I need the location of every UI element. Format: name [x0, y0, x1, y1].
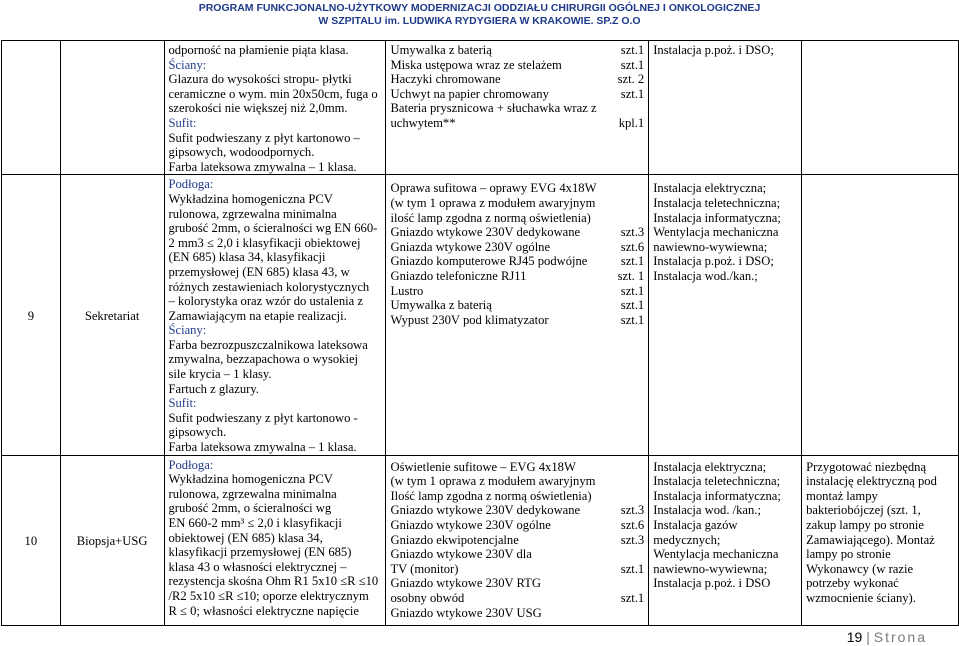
finish-line: R ≤ 0; własności elektryczne napięcie: [168, 603, 359, 618]
room-name: Biopsja+USG: [60, 455, 164, 625]
equipment-name: Wypust 230V pod klimatyzator: [390, 312, 549, 327]
finish-line: przemysłowej (EN 685) klasa 43, w: [168, 264, 350, 279]
text-line: zakup lampy po stronie: [806, 518, 924, 532]
room-number: 9: [2, 175, 61, 455]
finish-line: Fartuch z glazury.: [168, 381, 259, 396]
equipment-quantity: szt.1: [620, 590, 645, 605]
text-line: Wykonawcy (w razie: [806, 561, 914, 576]
rooms-table: [1, 40, 959, 626]
equipment-item: [390, 591, 644, 606]
equipment-name: Oświetlenie sufitowe – EVG 4x18W: [390, 459, 576, 474]
finish-line: /R2 5x10 ≤R ≤10; oporze elektrycznym: [168, 588, 369, 603]
equipment-item: [390, 503, 644, 518]
equipment-quantity: [640, 460, 644, 475]
equipment-item: [390, 225, 644, 240]
finish-line: klasa 43 o własności elektrycznej –: [168, 559, 347, 574]
equipment-name: Oprawa sufitowa – oprawy EVG 4x18W: [390, 181, 597, 196]
finish-line: szerokości nie większej niż 2,0mm.: [168, 101, 348, 116]
finish-line: 2 mm3 ≤ 2,0 i klasyfikacji obiektowej: [168, 235, 361, 250]
equipment-quantity: szt.1: [620, 254, 645, 269]
finish-line: Farba bezrozpuszczalnikowa lateksowa: [168, 337, 368, 352]
cell-equipment: [386, 41, 649, 175]
room-number: 10: [2, 455, 61, 625]
equipment-name: Bateria prysznicowa + słuchawka wraz z: [390, 101, 597, 116]
equipment-name: Miska ustępowa wraz ze stelażem: [390, 57, 562, 72]
finish-line: Wykładzina homogeniczna PCV: [168, 472, 333, 487]
page-footer: [847, 629, 927, 645]
finish-line: Sufit podwieszany z płyt kartonowo –: [168, 130, 360, 145]
finish-line: ceramiczne o wym. min 20x50cm, fuga o: [168, 86, 378, 101]
equipment-name: (w tym 1 oprawa z modułem awaryjnym: [390, 474, 596, 489]
equipment-quantity: szt.6: [620, 239, 645, 254]
equipment-quantity: [640, 547, 644, 562]
section-heading: Podłoga:: [168, 177, 214, 192]
equipment-item: [390, 313, 644, 328]
equipment-quantity: szt.1: [620, 283, 645, 298]
equipment-item: [390, 606, 644, 621]
finish-line: odporność na płamienie piąta klasa.: [168, 43, 349, 57]
text-line: Instalacja wod. /kan.;: [653, 503, 761, 518]
equipment-name: (w tym 1 oprawa z modułem awaryjnym: [390, 195, 596, 210]
equipment-quantity: [640, 576, 644, 591]
equipment-name: Gniazdo telefoniczne RJ11: [390, 268, 527, 283]
equipment-quantity: szt.1: [620, 298, 645, 313]
finish-line: Zamawiającym na etapie realizacji.: [168, 308, 347, 323]
text-line: lampy po stronie: [806, 547, 891, 562]
equipment-name: Gniazdo wtykowe 230V dla: [390, 547, 532, 562]
text-line: Instalacja elektryczna;: [653, 459, 767, 474]
finish-line: gipsowych, wodoodpornych.: [168, 145, 315, 160]
finish-line: Farba lateksowa zmywalna – 1 klasa.: [168, 159, 357, 174]
equipment-item: [390, 72, 644, 87]
text-line: medycznych;: [653, 532, 721, 547]
section-heading: Sufit:: [168, 115, 197, 130]
finish-line: Farba lateksowa zmywalna – 1 klasa.: [168, 440, 357, 455]
text-line: Wentylacja mechaniczna: [653, 547, 779, 562]
text-line: Instalacja elektryczna;: [653, 181, 767, 196]
room-name: Sekretariat: [60, 175, 164, 455]
page-number: 19: [846, 629, 863, 645]
equipment-item: [390, 58, 644, 73]
equipment-item: [390, 196, 644, 211]
equipment-quantity: szt.1: [620, 561, 645, 576]
finish-line: – kolorystyka oraz wzór do ustalenia z: [168, 294, 363, 309]
equipment-quantity: szt.1: [620, 43, 645, 57]
equipment-item: [390, 518, 644, 533]
equipment-item: [390, 240, 644, 255]
text-line: Instalacja p.poż. i DSO;: [653, 254, 774, 269]
cell-num: [2, 41, 61, 175]
text-line: wzmocnienie ściany).: [806, 590, 916, 605]
finish-line: rulonowa, zgrzewalna minimalna: [168, 206, 337, 221]
equipment-quantity: [640, 474, 644, 489]
finish-line: rezystencja skośna Ohm R1 5x10 ≤R ≤10: [168, 574, 379, 589]
equipment-item: [390, 101, 644, 116]
equipment-name: Lustro: [390, 283, 424, 298]
cell-notes: [802, 41, 959, 175]
equipment-name: Gniazdo komputerowe RJ45 podwójne: [390, 254, 588, 269]
finish-line: EN 660-2 mm³ ≤ 2,0 i klasyfikacji: [168, 516, 342, 530]
equipment-quantity: szt.1: [620, 312, 645, 327]
equipment-quantity: [640, 211, 644, 226]
text-line: Instalacja p.poż. i DSO: [653, 576, 771, 591]
equipment-item: [390, 116, 644, 131]
equipment-quantity: [640, 489, 644, 504]
equipment-item: [390, 87, 644, 102]
equipment-name: Umywalka z baterią: [390, 298, 492, 313]
equipment-item: [390, 211, 644, 226]
section-heading: Ściany:: [168, 323, 207, 338]
equipment-item: [390, 489, 644, 504]
document-header: [0, 0, 959, 28]
section-heading: Sufit:: [168, 396, 197, 411]
text-line: Wentylacja mechaniczna: [653, 225, 779, 240]
equipment-quantity: [640, 101, 644, 116]
finish-line: sile krycia – 1 klasy.: [168, 367, 272, 382]
page-label: Strona: [873, 629, 927, 645]
finish-line: różnych zestawieniach kolorystycznych: [168, 279, 370, 294]
equipment-item: [390, 576, 644, 591]
finish-line: obiektowej (EN 685) klasa 34,: [168, 530, 323, 545]
cell-equipment: [386, 175, 649, 455]
equipment-quantity: szt. 1: [617, 268, 645, 283]
table-row-10: [2, 455, 959, 625]
text-line: potrzeby wykonać: [806, 576, 899, 591]
equipment-quantity: szt.3: [620, 225, 645, 240]
equipment-name: Uchwyt na papier chromowany: [390, 86, 549, 101]
section-heading: Podłoga:: [168, 457, 214, 472]
equipment-item: [390, 562, 644, 577]
text-line: Instalacja p.poż. i DSO;: [653, 43, 774, 57]
equipment-name: TV (monitor): [390, 561, 459, 576]
equipment-name: Gniazda wtykowe 230V ogólne: [390, 239, 551, 254]
equipment-name: ilość lamp zgodna z normą oświetlenia): [390, 210, 591, 225]
equipment-quantity: szt.1: [620, 86, 645, 101]
equipment-item: [390, 43, 644, 58]
finish-line: grubość 2mm, o ścieralności wg: [168, 501, 332, 516]
finish-line: Glazura do wysokości stropu- płytki: [168, 72, 352, 87]
text-line: Instalacja informatyczna;: [653, 210, 781, 225]
cell-notes: [802, 175, 959, 455]
finish-line: rulonowa, zgrzewalna minimalna: [168, 486, 337, 501]
finish-line: Sufit podwieszany z płyt kartonowo -: [168, 410, 358, 425]
finish-line: Wykładzina homogeniczna PCV: [168, 191, 333, 206]
text-line: Instalacja teletechniczna;: [653, 474, 781, 489]
text-line: Instalacja gazów: [653, 518, 738, 532]
cell-room: [60, 41, 164, 175]
equipment-name: Ilość lamp zgodna z normą oświetlenia): [390, 488, 592, 503]
equipment-name: Gniazdo wtykowe 230V dedykowane: [390, 225, 581, 240]
equipment-quantity: [640, 196, 644, 211]
equipment-item: [390, 284, 644, 299]
text-line: Przygotować niezbędną: [806, 459, 927, 474]
text-line: Zamawiającego). Montaż: [806, 532, 935, 547]
equipment-quantity: szt. 2: [617, 72, 645, 87]
footer-separator: |: [866, 629, 870, 645]
cell-notes: [802, 455, 959, 625]
section-heading: Ściany:: [168, 57, 207, 72]
finish-line: grubość 2mm, o ścieralności wg EN 660-: [168, 221, 378, 236]
cell-finishes: [164, 175, 386, 455]
equipment-quantity: szt.6: [620, 518, 645, 532]
equipment-quantity: szt.1: [620, 57, 645, 72]
equipment-item: [390, 474, 644, 489]
cell-finishes: [164, 41, 386, 175]
equipment-quantity: [640, 606, 644, 621]
equipment-name: Gniazdo ekwipotencjalne: [390, 532, 519, 547]
text-line: bakteriobójczej (szt. 1,: [806, 503, 921, 518]
cell-installations: [649, 175, 802, 455]
equipment-name: Gniazdo wtykowe 230V ogólne: [390, 518, 551, 532]
equipment-item: [390, 533, 644, 548]
equipment-item: [390, 298, 644, 313]
cell-installations: [649, 455, 802, 625]
header-line-1: PROGRAM FUNKCJONALNO-UŻYTKOWY MODERNIZACJI ODDZIAŁU CHIRURGII OGÓLNEJ I ONKOLOGICZNEJ: [198, 2, 761, 14]
equipment-name: uchwytem**: [390, 115, 456, 130]
equipment-item: [390, 460, 644, 475]
equipment-name: Haczyki chromowane: [390, 72, 501, 87]
equipment-name: Gniazdo wtykowe 230V RTG: [390, 576, 541, 591]
equipment-name: osobny obwód: [390, 590, 465, 605]
text-line: Instalacja wod./kan.;: [653, 268, 758, 283]
cell-finishes: [164, 455, 386, 625]
text-line: Instalacja teletechniczna;: [653, 195, 781, 210]
equipment-item: [390, 547, 644, 562]
table-row-continuation: [2, 41, 959, 175]
cell-equipment: [386, 455, 649, 625]
header-line-2: W SZPITALU im. LUDWIKA RYDYGIERA W KRAKOWIE. SP.Z O.O: [318, 15, 641, 27]
equipment-name: Gniazdo wtykowe 230V USG: [390, 605, 542, 620]
equipment-name: Umywalka z baterią: [390, 43, 492, 57]
finish-line: klasyfikacji przemysłowej (EN 685): [168, 545, 352, 560]
text-line: instalację elektryczną pod: [806, 474, 937, 489]
equipment-item: [390, 181, 644, 196]
text-line: Instalacja informatyczna;: [653, 488, 781, 503]
text-line: montaż lampy: [806, 488, 878, 503]
equipment-name: Gniazdo wtykowe 230V dedykowane: [390, 503, 581, 518]
text-line: nawiewno-wywiewna;: [653, 561, 768, 576]
equipment-item: [390, 269, 644, 284]
equipment-quantity: szt.3: [620, 532, 645, 547]
equipment-quantity: [640, 181, 644, 196]
equipment-quantity: kpl.1: [618, 115, 645, 130]
cell-installations: [649, 41, 802, 175]
finish-line: zmywalna, bezzapachowa o wysokiej: [168, 352, 359, 367]
finish-line: gipsowych.: [168, 425, 227, 440]
table-row-9: [2, 175, 959, 455]
text-line: nawiewno-wywiewna;: [653, 239, 768, 254]
finish-line: (EN 685) klasa 34, klasyfikacji: [168, 250, 326, 265]
equipment-item: [390, 254, 644, 269]
equipment-quantity: szt.3: [620, 503, 645, 518]
